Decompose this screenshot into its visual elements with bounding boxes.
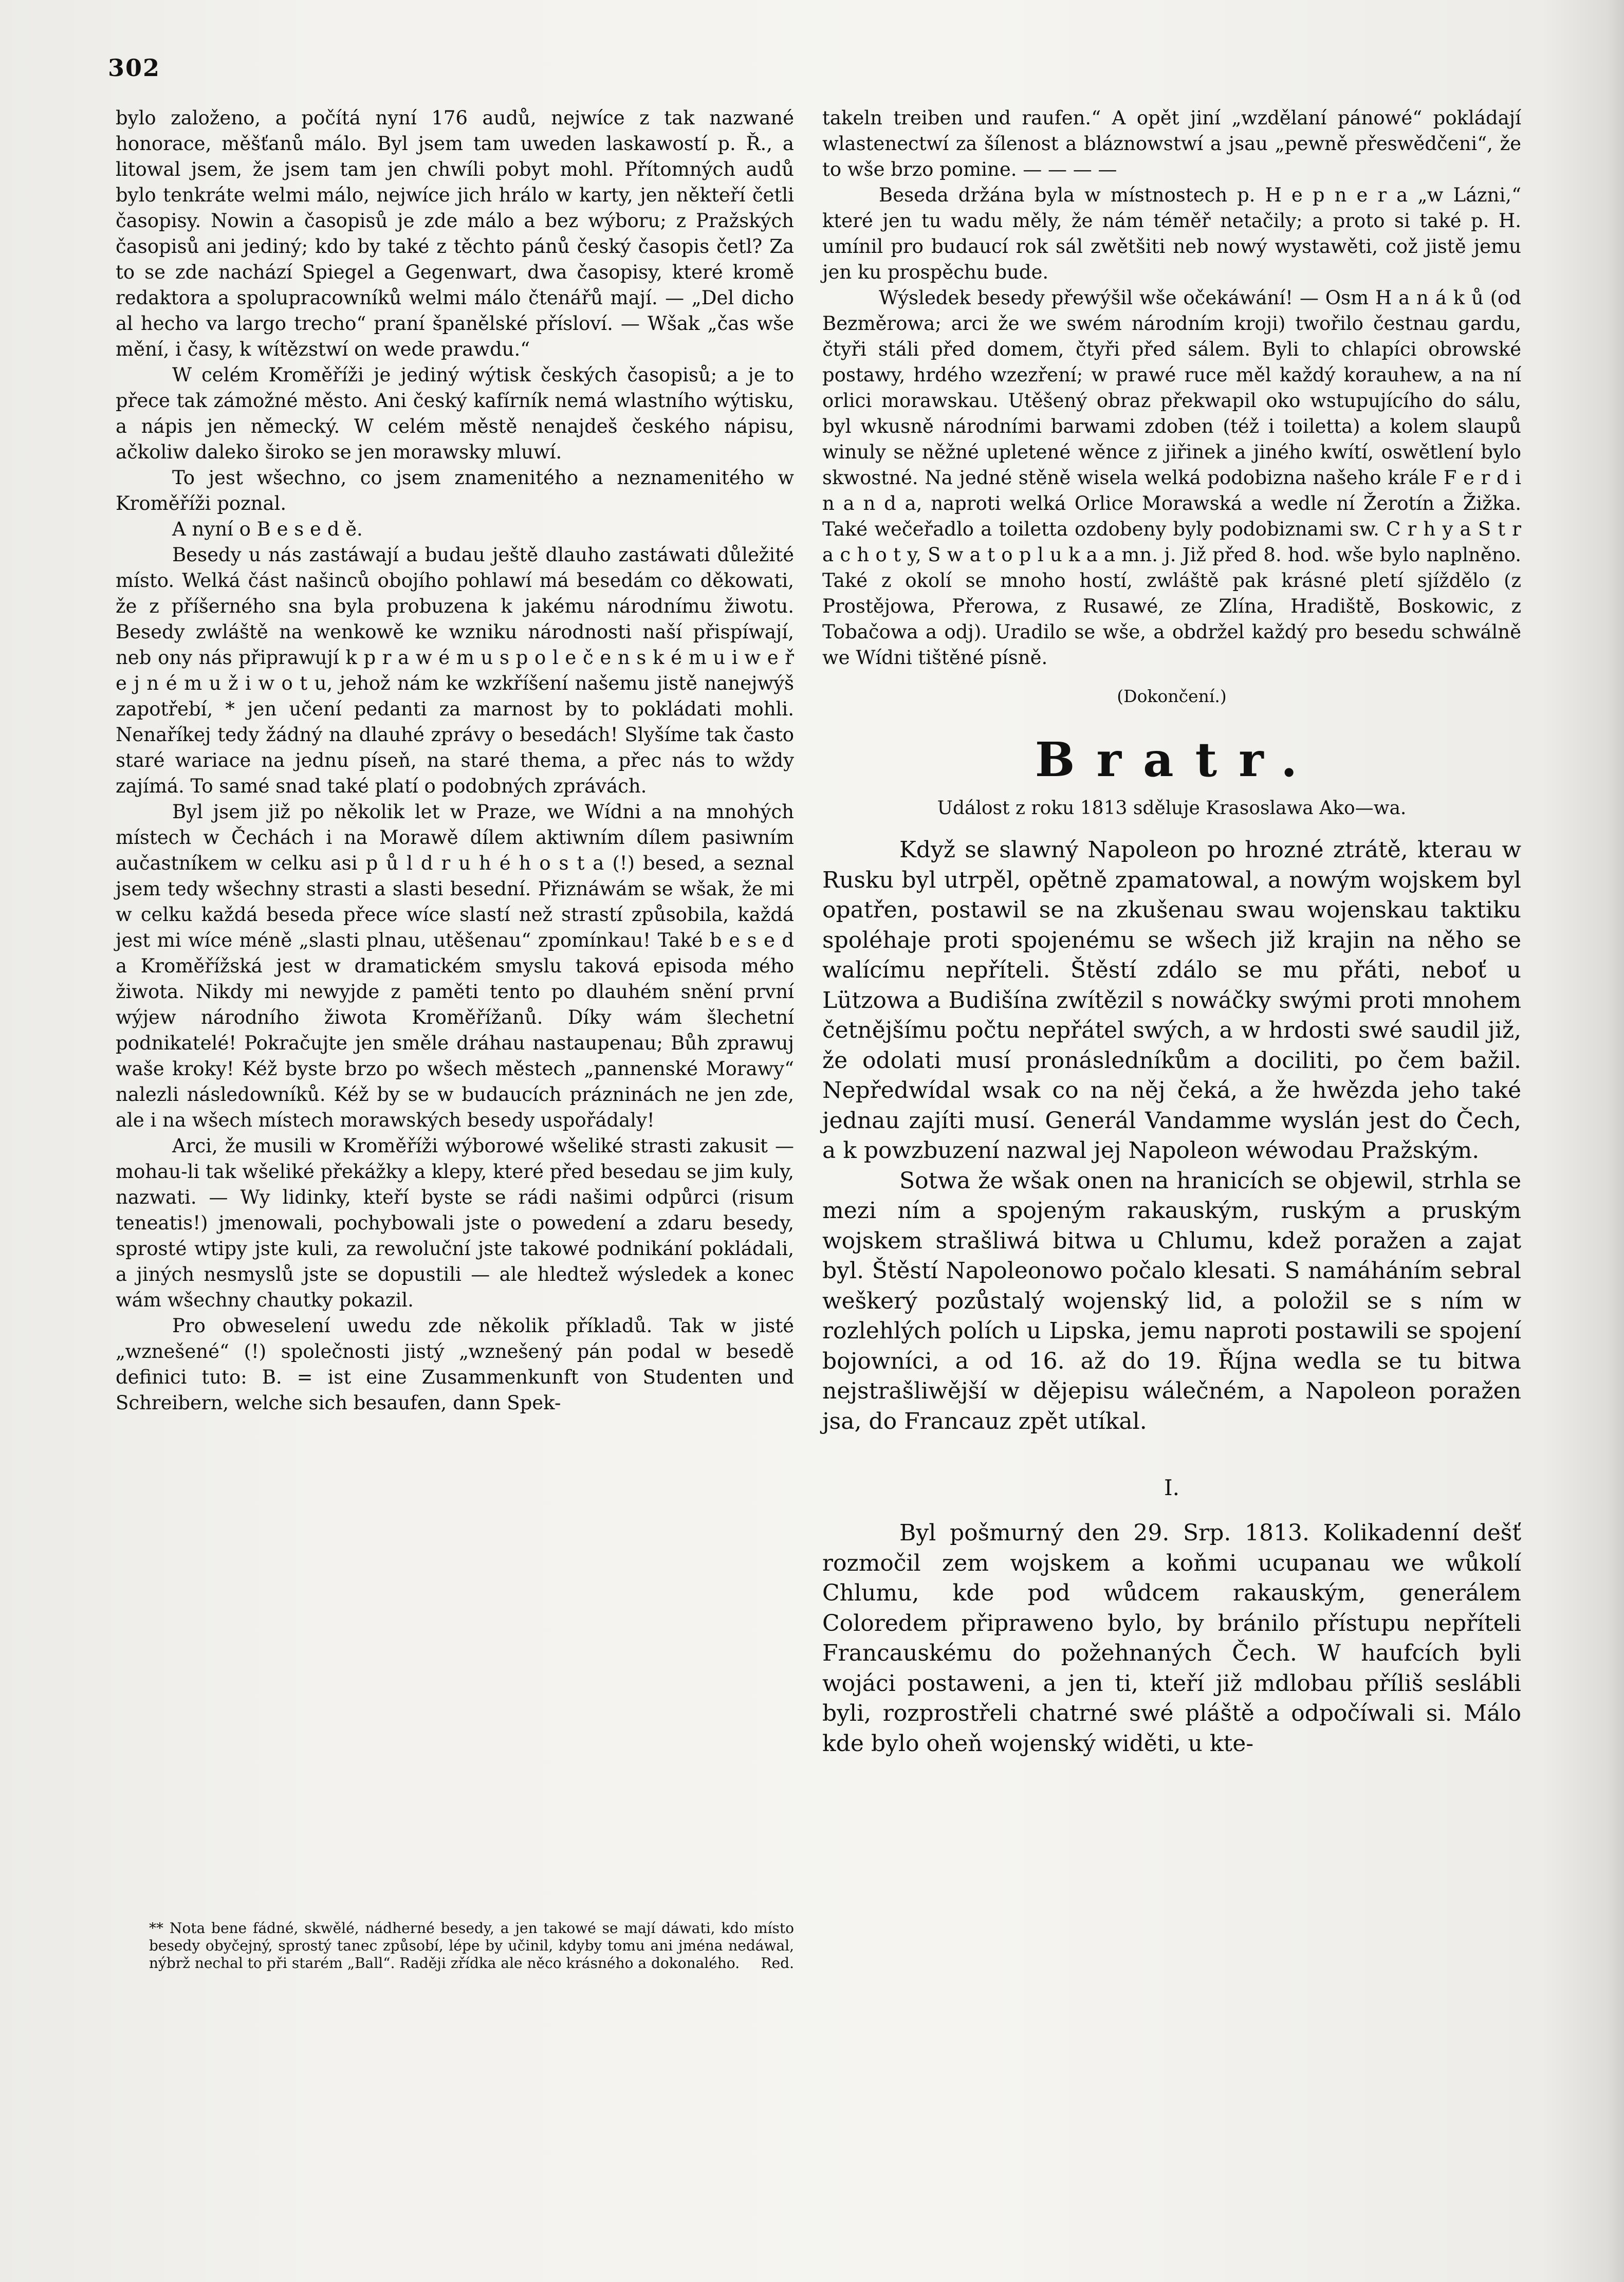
left-paragraph-7: Pro obweselení uwedu zde několik příkladů. Tak w jisté „wznešené“ (!) společnosti jistý „wznešený pán podal w besedě definici tuto: B. = ist eine Zusammenkunft von Studenten und Schreibern, welche sich besaufen, dann Spek- (116, 1315, 794, 1414)
left-paragraph-6: Arci, že musili w Kroměříži wýborowé wšeliké strasti zakusit — mohau-li tak wšeliké překážky a klepy, které před besedau se jim kuly, nazwati. — Wy lidinky, kteří byste se rádi našimi odpůrci (risum teneatis!) jmenowali, pochybowali jste o powedení a zdaru besedy, sprosté wtipy jste kuli, za rewoluční jste takowé podnikání pokládali, a jiných nesmyslů jste se dopustili — ale hledtež wýsledek a konec wám wšechny chautky pokazil. (116, 1135, 794, 1311)
left-section-heading: A nyní o B e s e d ě. (172, 518, 363, 540)
story-section-paragraph-1: Byl pošmurný den 29. Srp. 1813. Kolikadenní dešť rozmočil zem wojskem a koňmi ucupanau we wůkolí Chlumu, kde pod wůdcem rakauským, generálem Coloredem připraweno bylo, by bránilo přístupu nepříteli Francauskému do požehnaných Čech. W haufcích byli wojáci postaweni, a jen ti, kteří již mdlobau příliš seslábli byli, rozprostřeli chatrné swé pláště a odpočíwali si. Málo kde bylo oheň wojenský widěti, u kte- (822, 1520, 1521, 1757)
footnote-text: ** Nota bene fádné, skwělé, nádherné besedy, a jen takowé se mají dáwati, kdo místo besedy obyčejný, sprostý tanec způsobí, lépe by učinil, kdyby tomu ani jména nedáwal, nýbrž nechal to při starém „Ball“. Raději zřídka ale něco krásného a dokonalého. (149, 1920, 794, 1972)
right-paragraph-3: Wýsledek besedy přewýšil wše očekáwání! — Osm H a n á k ů (od Bezměrowa; arci že we swém národním kroji) twořilo čestnau gardu, čtyři stáli před domem, čtyři před sálem. Byli to chlapíci obrowské postawy, hrdého wzezření; w prawé ruce měl každý korauhew, a na ní orlici morawskau. Utěšený obraz překwapil oko wstupujícího do sálu, byl wkusně národními barwami zdoben (též i toiletta) a kolem slaupů winuly se něžné upletené wěnce z jiřinek a jiného kwítí, oswětlení bylo skwostné. Na jedné stěně wisela welká podobizna našeho krále F e r d i n a n d a, naproti welká Orlice Morawská a wedle ní Žerotín a Žižka. Také wečeřadlo a toiletta ozdobeny byly podobiznami sw. C r h y a S t r a c h o t y, S w a t o p l u k a a mn. j. Již před 8. hod. wše bylo naplněno. Také z okolí se mnoho hostí, zwláště pak krásné pletí sjíždělo (z Prostějowa, Přerowa, z Rusawé, ze Zlína, Hradiště, Boskowic, z Tobačowa a odj). Uradilo se wše, a obdržel každý pro besedu schwálně we Wídni tištěné písně. (822, 287, 1521, 669)
left-paragraph-2: W celém Kroměříži je jediný wýtisk českých časopisů; a je to přece tak zámožné město. Ani český kafírník nemá wlastního wýtisku, a nápis jen německý. W celém městě nenajdeš českého nápisu, ačkoliw daleko široko se jen morawsky mluwí. (116, 364, 794, 463)
footnote-signature: Red. (761, 1955, 794, 1972)
story-section-number: I. (1164, 1475, 1179, 1500)
story-paragraph-1: Když se slawný Napoleon po hrozné ztrátě, kterau w Rusku byl utrpěl, opětně zpamatowal, a nowým wojskem byl opatřen, postawil se na zkušenau swau wojenskau taktiku spoléhaje proti spojenému se wšech již krajin na něho se walícímu nepříteli. Štěstí zdálo se mu přáti, neboť u Lützowa a Budišína zwítězil s nowáčky swými proti mnohem četnějšímu počtu nepřátel swých, a w hrdosti swé saudil již, že odolati musí pronásledníkům a dociliti, po čem bažil. Nepředwídal wsak co na něj čeká, a že hwězda jeho také jednau zajíti musí. Generál Vandamme wyslán jest do Čech, a k powzbuzení nazwal jej Napoleon wéwodau Pražským. (822, 837, 1521, 1164)
scan-edge-shadow (1542, 0, 1624, 2282)
right-column (822, 105, 1521, 1759)
editor-footnote (149, 1920, 794, 1972)
left-column (116, 105, 794, 1416)
page-number: 302 (108, 54, 161, 82)
left-paragraph-1: bylo založeno, a počítá nyní 176 audů, nejwíce z tak nazwané honorace, měšťanů málo. Byl jsem tam uweden laskawostí p. Ř., a litowal jsem, že jsem tam jen chwíli pobyt mohl. Přítomných audů bylo tenkráte welmi málo, nejwíce jich hrálo w karty, jen někteří četli časopisy. Nowin a časopisů je zde málo a bez wýboru; z Pražských časopisů ani jediný; kdo by také z těchto pánů český časopis četl? Za to se zde nachází Spiegel a Gegenwart, dwa časopisy, které kromě redaktora a spolupracowníků welmi málo čtenářů mají. — „Del dicho al hecho va largo trecho“ praní španělské přísloví. — Wšak „čas wše mění, i časy, k wítězstwí on wede prawdu.“ (116, 107, 794, 360)
story-paragraph-2: Sotwa že wšak onen na hranicích se objewil, strhla se mezi ním a spojeným rakauským, ruským a pruským wojskem strašliwá bitwa u Chlumu, kdež poražen a zajat byl. Štěstí Napoleonowo počalo klesati. S namáháním sebral weškerý pozůstalý wojenský lid, a položil se s ním w rozlehlých polích u Lipska, jemu naproti postawili se spojení bojowníci, a od 16. až do 19. Října wedla se tu bitwa nejstrašliwější w dějepisu wálečném, a Napoleon poražen jsa, do Francauz zpět utíkal. (822, 1167, 1521, 1434)
story-title: Bratr. (1035, 732, 1319, 787)
right-paragraph-1: takeln treiben und raufen.“ A opět jiní „wzdělaní pánowé“ pokládají wlastenectwí za šílenost a bláznowstwí a jsau „pewně přeswědčeni“, že to wše brzo pomine. — — — — (822, 107, 1521, 180)
left-paragraph-3: To jest wšechno, co jsem znamenitého a neznamenitého w Kroměříži poznal. (116, 467, 794, 514)
left-paragraph-5: Byl jsem již po několik let w Praze, we Wídni a na mnohých místech w Čechách i na Morawě dílem aktiwním dílem pasiwním aučastníkem w celku asi p ů l d r u h é h o s t a (!) besed, a seznal jsem tedy wšechny strasti a slasti besední. Přiznáwám se wšak, že mi w celku každá beseda přece wíce slastí než strastí způsobila, každá jest mi wíce méně „slasti plnau, utěšenau“ zpomínkau! Také b e s e d a Kroměřížská jest w dramatickém smyslu taková episoda mého žiwota. Nikdy mi newyjde z paměti tento po dlauhém snění první wýjew národního žiwota Kroměřížanů. Díky wám šlechetní podnikatelé! Pokračujte jen směle dráhau nastaupenau; Bůh zprawuj waše kroky! Kéž byste brzo po wšech městech „pannenské Morawy“ nalezli následowníků. Kéž by se w budaucích prázninách ne jen zde, ale i na wšech místech morawských besedy uspořádaly! (116, 801, 794, 1131)
continued-note: (Dokončení.) (1117, 686, 1227, 706)
story-subtitle: Událost z roku 1813 sděluje Krasoslawa Ako—wa. (937, 798, 1407, 819)
left-paragraph-4: Besedy u nás zastáwají a budau ještě dlauho zastáwati důležité místo. Welká část našinců obojího pohlawí má besedám co děkowati, že z příšerného sna byla probuzena k jakému národnímu žiwotu. Besedy zwláště na wenkowě ke wzniku národnosti naší přispíwají, neb ony nás připrawují k p r a w é m u s p o l e č e n s k é m u i w e ř e j n é m u ž i w o t u, jehož nám ke wzkříšení našemu jistě nanejwýš zapotřebí, * jen učení pedanti za marnost by to pokládati mohli. Nenaříkej tedy žádný na dlauhé zprávy o besedách! Slyšíme tak často staré wariace na jednu píseň, na staré thema, a přec nás to wždy zajímá. To samé snad také platí o podobných zprávách. (116, 544, 794, 797)
right-paragraph-2: Beseda držána byla w místnostech p. H e p n e r a „w Lázni,“ které jen tu wadu měly, že nám téměř netačily; a proto si také p. H. umínil pro budaucí rok sál zwětšiti neb nowý wystawěti, což jistě jemu jen ku prospěchu bude. (822, 184, 1521, 283)
